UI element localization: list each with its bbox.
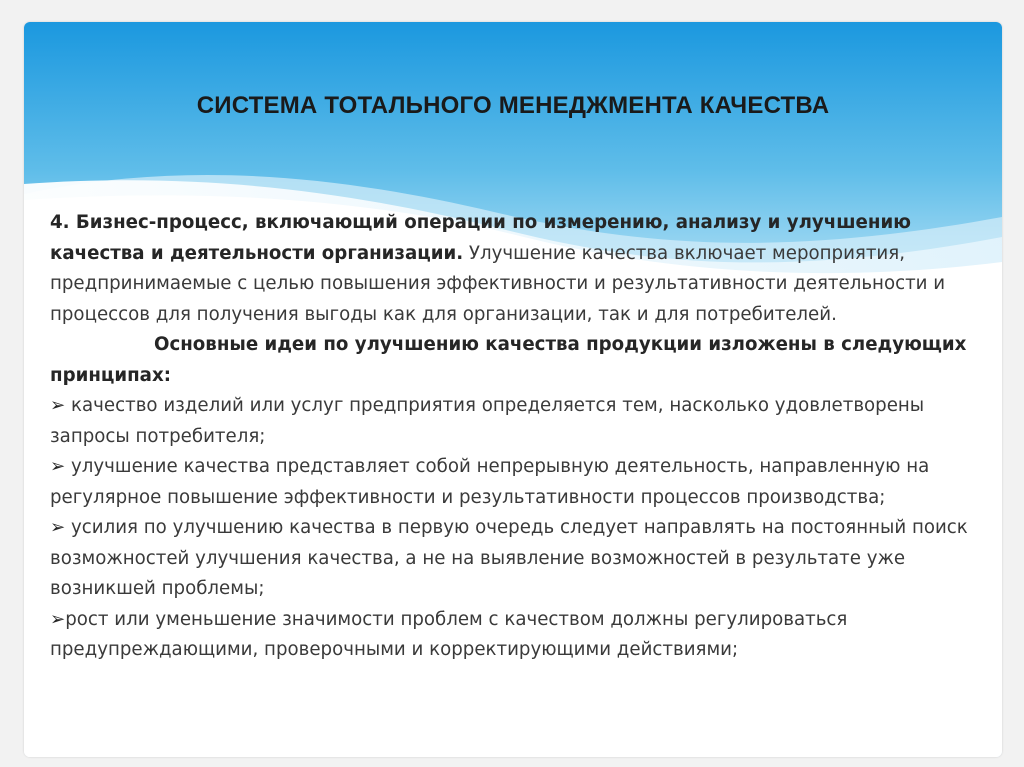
slide-title: СИСТЕМА ТОТАЛЬНОГО МЕНЕДЖМЕНТА КАЧЕСТВА [196, 92, 830, 119]
principles-heading: Основные идеи по улучшению качества продукции изложены в следующих принципах: [50, 334, 967, 386]
slide [24, 22, 1002, 757]
arrow-bullet-icon: ➢ [50, 608, 66, 630]
arrow-bullet-icon: ➢ [50, 456, 66, 477]
bullet-item-1: ➢ качество изделий или услуг предприятия определяется тем, насколько удовлетворены запросы потребителя; [50, 395, 925, 447]
arrow-bullet-icon: ➢ [50, 517, 66, 538]
bullet-item-3: ➢ усилия по улучшению качества в первую очередь следует направлять на постоянный поиск возможностей улучшения качества, а не на выявление возможностей в результате уже возникшей проблемы; [50, 517, 968, 599]
intro-bold-text: 4. Бизнес-процесс, включающий операции по измерению, анализу и улучшению качества и деятельности организации. [50, 212, 911, 264]
bullet-item-2: ➢ улучшение качества представляет собой непрерывную деятельность, направленную на регулярное повышение эффективности и результативности процессов производства; [50, 456, 930, 508]
slide-body [50, 208, 980, 666]
bullet-item-4: ➢рост или уменьшение значимости проблем с качеством должны регулироваться предупреждающими, проверочными и корректирующими действиями; [50, 608, 848, 660]
intro-paragraph [50, 208, 980, 330]
intro-text: Улучшение качества включает мероприятия, предпринимаемые с целью повышения эффективности и результативности деятельности и процессов для получения выгоды как для организации, так и для потребителей. [50, 242, 946, 325]
arrow-bullet-icon: ➢ [50, 395, 66, 416]
